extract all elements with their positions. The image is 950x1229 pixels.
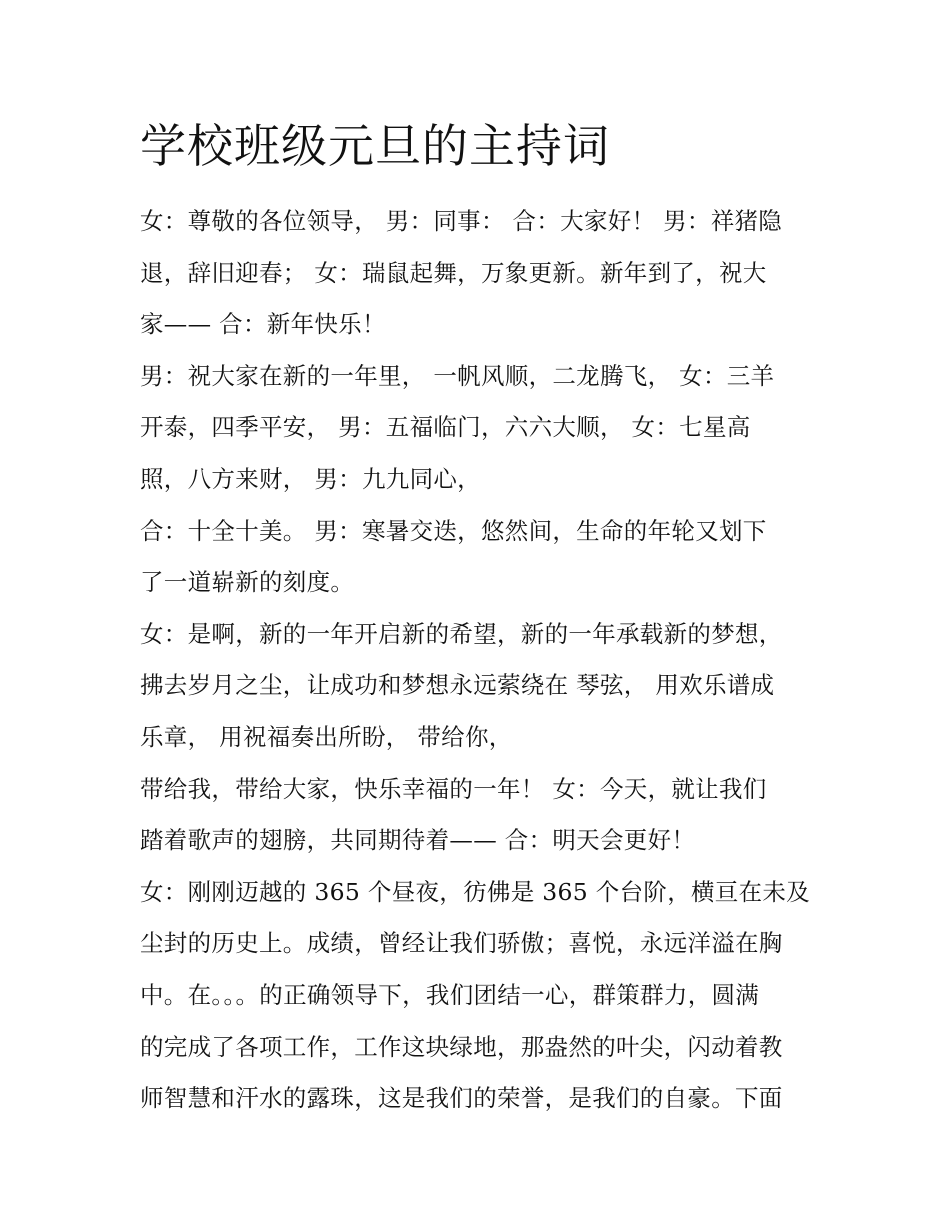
text-line: 家—— 合：新年快乐！	[140, 310, 386, 339]
text-line: 了一道崭新的刻度。	[140, 568, 355, 597]
text-line: 中。在。。。的正确领导下，我们团结一心，群策群力，圆满	[140, 980, 760, 1009]
text-line: 尘封的历史上。成绩，曾经让我们骄傲；喜悦，永远洋溢在胸	[140, 929, 783, 958]
text-line: 带给我，带给大家，快乐幸福的一年！ 女：今天，就让我们	[140, 774, 767, 803]
text-line: 女：刚刚迈越的 365 个昼夜，彷佛是 365 个台阶，横亘在未及	[140, 877, 810, 906]
text-line: 女：是啊，新的一年开启新的希望，新的一年承载新的梦想，	[140, 619, 783, 648]
text-line: 退，辞旧迎春； 女：瑞鼠起舞，万象更新。新年到了，祝大	[140, 258, 767, 287]
text-line: 乐章， 用祝福奏出所盼， 带给你，	[140, 722, 513, 751]
text-line: 照，八方来财， 男：九九同心，	[140, 464, 481, 493]
text-line: 合：十全十美。 男：寒暑交迭，悠然间，生命的年轮又划下	[140, 516, 767, 545]
text-line: 师智慧和汗水的露珠，这是我们的荣誉，是我们的自豪。下面	[140, 1084, 783, 1113]
text-line: 的完成了各项工作，工作这块绿地，那盎然的叶尖，闪动着教	[140, 1032, 783, 1061]
document-title: 学校班级元旦的主持词	[140, 119, 610, 173]
document-body	[140, 196, 820, 1125]
text-line: 开泰，四季平安， 男：五福临门，六六大顺， 女：七星高	[140, 413, 751, 442]
text-line: 踏着歌声的翅膀，共同期待着—— 合：明天会更好！	[140, 826, 696, 855]
text-line: 拂去岁月之尘，让成功和梦想永远萦绕在 琴弦， 用欢乐谱成	[140, 671, 775, 700]
text-line: 女：尊敬的各位领导， 男：同事： 合：大家好！ 男：祥猪隐	[140, 207, 783, 235]
text-line: 男：祝大家在新的一年里， 一帆风顺，二龙腾飞， 女：三羊	[140, 361, 775, 390]
